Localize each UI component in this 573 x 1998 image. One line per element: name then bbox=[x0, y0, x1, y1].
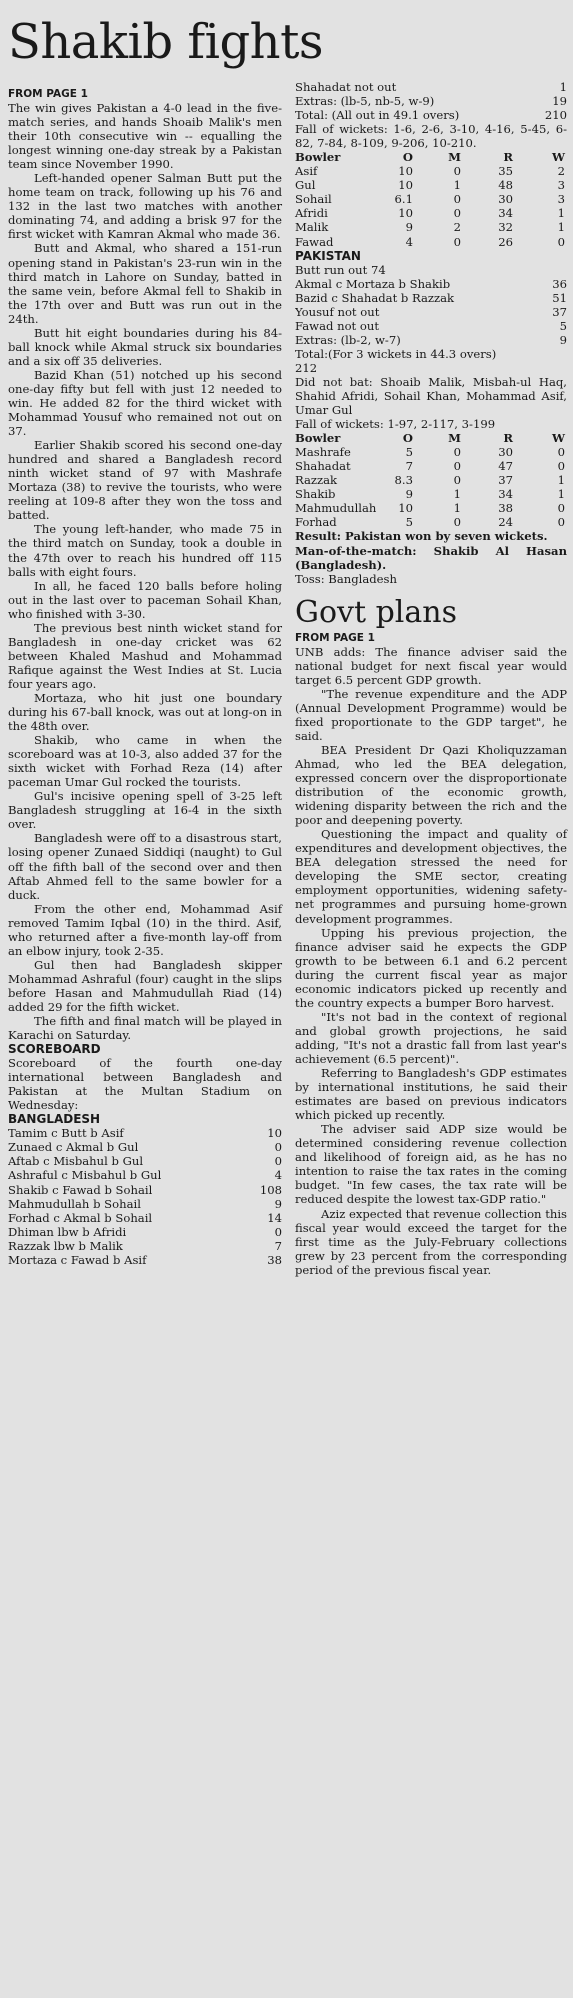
scoreboard-heading: SCOREBOARD bbox=[8, 1042, 101, 1057]
story-paragraph: Gul's incisive opening spell of 3-25 left Bangladesh struggling at 16-4 in the sixth over. bbox=[8, 789, 282, 832]
man-of-the-match: Man-of-the-match: Shakib Al Hasan (Bangladesh). bbox=[295, 543, 567, 572]
story-paragraph: Questioning the impact and quality of expenditures and development objectives, the BEA delegation stressed the need for developing the SME sector, creating employment opportunities, widening safety-net programmes and pursuing home-grown development programmes. bbox=[295, 827, 567, 926]
batting-row: Fawad not out 5 bbox=[295, 318, 567, 333]
batting-row: Shahadat not out 1 bbox=[295, 80, 567, 94]
bowling-row: Razzak 8.3 0 37 1 bbox=[295, 473, 565, 488]
bangladesh-heading: BANGLADESH bbox=[8, 1112, 101, 1127]
bowling-row: Afridi 10 0 34 1 bbox=[295, 206, 565, 221]
batting-row: Ashraful c Misbahul b Gul 4 bbox=[8, 1168, 282, 1183]
batting-row: Shakib c Fawad b Sohail 108 bbox=[8, 1182, 282, 1197]
batting-row: Aftab c Misbahul b Gul 0 bbox=[8, 1154, 282, 1169]
story-paragraph: Earlier Shakib scored his second one-day hundred and shared a Bangladesh record ninth wicket stand of 97 with Mashrafe Mortaza (38) to revive the tourists, who were reeling at 109-8 after they won the toss and batted. bbox=[8, 438, 282, 523]
story-paragraph: "The revenue expenditure and the ADP (Annual Development Programme) would be fixed proportionate to the GDP target", he said. bbox=[295, 686, 567, 743]
batting-row: Extras: (lb-5, nb-5, w-9) 19 bbox=[295, 94, 567, 109]
batting-row: Razzak lbw b Malik 7 bbox=[8, 1238, 282, 1253]
batting-row: Tamim c Butt b Asif 10 bbox=[8, 1126, 282, 1141]
bowling-row: Shakib 9 1 34 1 bbox=[295, 487, 565, 502]
story-paragraph: Referring to Bangladesh's GDP estimates by international institutions, he said their estimates are based on previous indicators which picked up recently. bbox=[295, 1066, 567, 1123]
story-paragraph: Left-handed opener Salman Butt put the home team on track, following up his 76 and 132 in the last two matches with another dominating 74, and adding a brisk 97 for the first wicket with Kamran Akmal who made 36. bbox=[8, 171, 282, 242]
scoreboard-intro: Scoreboard of the fourth one-day international between Bangladesh and Pakistan at the Multan Stadium on Wednesday: bbox=[8, 1056, 282, 1113]
pakistan-heading: PAKISTAN bbox=[295, 248, 361, 263]
headline-shakib-fights: Shakib fights bbox=[8, 14, 324, 70]
bowling-row: Mashrafe 5 0 30 0 bbox=[295, 445, 565, 460]
batting-row: Bazid c Shahadat b Razzak 51 bbox=[295, 290, 567, 305]
story-paragraph: Aziz expected that revenue collection this fiscal year would exceed the target for the first time as the July-February collections grew by 23 percent from the corresponding period of the previous fiscal year. bbox=[295, 1206, 567, 1277]
story-paragraph: The fifth and final match will be played in Karachi on Saturday. bbox=[8, 1014, 282, 1043]
story-paragraph: Mortaza, who hit just one boundary during his 67-ball knock, was out at long-on in the 48th over. bbox=[8, 690, 282, 734]
story-paragraph: Butt and Akmal, who shared a 151-run opening stand in Pakistan's 23-run win in the third match in Lahore on Sunday, batted in the same vein, before Akmal fell to Shakib in the 17th over and Butt was run out in the 24th. bbox=[8, 241, 282, 326]
batting-row: Mortaza c Fawad b Asif 38 bbox=[8, 1252, 282, 1267]
toss: Toss: Bangladesh bbox=[295, 571, 397, 586]
batting-row: Zunaed c Akmal b Gul 0 bbox=[8, 1140, 282, 1155]
match-result: Result: Pakistan won by seven wickets. bbox=[295, 529, 548, 544]
bowling-header: Bowler O M R W bbox=[295, 431, 565, 446]
left-column bbox=[8, 88, 282, 1267]
bowling-row: Forhad 5 0 24 0 bbox=[295, 515, 565, 530]
batting-total-row: Total: (All out in 49.1 overs) 210 bbox=[295, 108, 567, 123]
pakistan-total-runs: 212 bbox=[295, 360, 318, 375]
kicker: FROM PAGE 1 bbox=[8, 88, 88, 100]
fall-of-wickets: Fall of wickets: 1-6, 2-6, 3-10, 4-16, 5-45, 6-82, 7-84, 8-109, 9-206, 10-210. bbox=[295, 122, 567, 151]
bowling-row: Gul 10 1 48 3 bbox=[295, 178, 565, 193]
batting-row: Butt run out 74 bbox=[295, 262, 386, 277]
story-paragraph: Gul then had Bangladesh skipper Mohammad Ashraful (four) caught in the slips before Hasan and Mahmudullah Riad (14) added 29 for the fifth wicket. bbox=[8, 957, 282, 1014]
bowling-row: Mahmudullah 10 1 38 0 bbox=[295, 501, 565, 516]
story-paragraph: Upping his previous projection, the finance adviser said he expects the GDP growth to be between 6.1 and 6.2 percent during the current fiscal year as major economic indicators picked up recently and the country expects a bumper Boro harvest. bbox=[295, 925, 567, 1010]
story-paragraph: Bangladesh were off to a disastrous start, losing opener Zunaed Siddiqi (naught) to Gul off the fifth ball of the second over and then Aftab Ahmed fell to the same bowler for a duck. bbox=[8, 831, 282, 902]
batting-total-row: Total:(For 3 wickets in 44.3 overs) bbox=[295, 346, 497, 361]
story-paragraph: Shakib, who came in when the scoreboard was at 10-3, also added 37 for the sixth wicket with Forhad Reza (14) after paceman Umar Gul rocked the tourists. bbox=[8, 733, 282, 790]
fall-of-wickets: Fall of wickets: 1-97, 2-117, 3-199 bbox=[295, 417, 496, 432]
bowling-row: Sohail 6.1 0 30 3 bbox=[295, 192, 565, 207]
story-paragraph: Butt hit eight boundaries during his 84-ball knock while Akmal struck six boundaries and a six off 35 deliveries. bbox=[8, 325, 282, 368]
bowling-row: Malik 9 2 32 1 bbox=[295, 220, 565, 235]
bowling-row: Asif 10 0 35 2 bbox=[295, 164, 565, 179]
bowling-row: Fawad 4 0 26 0 bbox=[295, 234, 565, 249]
batting-row: Mahmudullah b Sohail 9 bbox=[8, 1196, 282, 1211]
story-paragraph: In all, he faced 120 balls before holing out in the last over to paceman Sohail Khan, who finished with 3-30. bbox=[8, 578, 282, 621]
headline-govt-plans: Govt plans bbox=[295, 594, 457, 630]
batting-row: Dhiman lbw b Afridi 0 bbox=[8, 1224, 282, 1239]
right-column bbox=[295, 2, 567, 1277]
story-paragraph: BEA President Dr Qazi Kholiquzzaman Ahmad, who led the BEA delegation, expressed concern over the disproportionate distribution of the economic growth, widening disparity between the rich and the poor and deepening poverty. bbox=[295, 742, 567, 828]
story-paragraph: UNB adds: The finance adviser said the national budget for next fiscal year would target 6.5 percent GDP growth. bbox=[295, 644, 567, 687]
story-paragraph: Bazid Khan (51) notched up his second one-day fifty but fell with just 12 needed to win. He added 82 for the third wicket with Mohammad Yousuf who remained not out on 37. bbox=[8, 367, 282, 439]
batting-row: Akmal c Mortaza b Shakib 36 bbox=[295, 276, 567, 291]
batting-row: Forhad c Akmal b Sohail 14 bbox=[8, 1210, 282, 1225]
story-paragraph: The adviser said ADP size would be determined considering revenue collection and likelihood of foreign aid, as he has no intention to raise the tax rates in the coming budget. "In few cases, the tax rate will be reduced despite the lowest tax-GDP ratio." bbox=[295, 1122, 567, 1207]
story-paragraph: The win gives Pakistan a 4-0 lead in the five-match series, and hands Shoaib Malik's men their 10th consecutive win -- equalling the longest winning one-day streak by a Pakistan team since November 1990. bbox=[8, 101, 282, 172]
kicker: FROM PAGE 1 bbox=[295, 631, 375, 644]
bowling-row: Shahadat 7 0 47 0 bbox=[295, 459, 565, 474]
did-not-bat: Did not bat: Shoaib Malik, Misbah-ul Haq, Shahid Afridi, Sohail Khan, Mohammad Asif, Umar Gul bbox=[295, 374, 567, 418]
batting-row: Yousuf not out 37 bbox=[295, 304, 567, 319]
bowling-header: Bowler O M R W bbox=[295, 150, 565, 165]
story-paragraph: From the other end, Mohammad Asif removed Tamim Iqbal (10) in the third. Asif, who returned after a five-month lay-off from an elbow injury, took 2-35. bbox=[8, 901, 282, 958]
story-paragraph: "It's not bad in the context of regional and global growth projections, he said adding, "It's not a drastic fall from last year's achievement (6.5 percent)". bbox=[295, 1009, 567, 1066]
batting-row: Extras: (lb-2, w-7) 9 bbox=[295, 332, 567, 347]
story-paragraph: The previous best ninth wicket stand for Bangladesh in one-day cricket was 62 between Khaled Mashud and Mohammad Rafique against the West Indies at St. Lucia four years ago. bbox=[8, 620, 282, 691]
story-paragraph: The young left-hander, who made 75 in the third match on Sunday, took a double in the 47th over to reach his hundred off 115 balls with eight fours. bbox=[8, 522, 282, 579]
